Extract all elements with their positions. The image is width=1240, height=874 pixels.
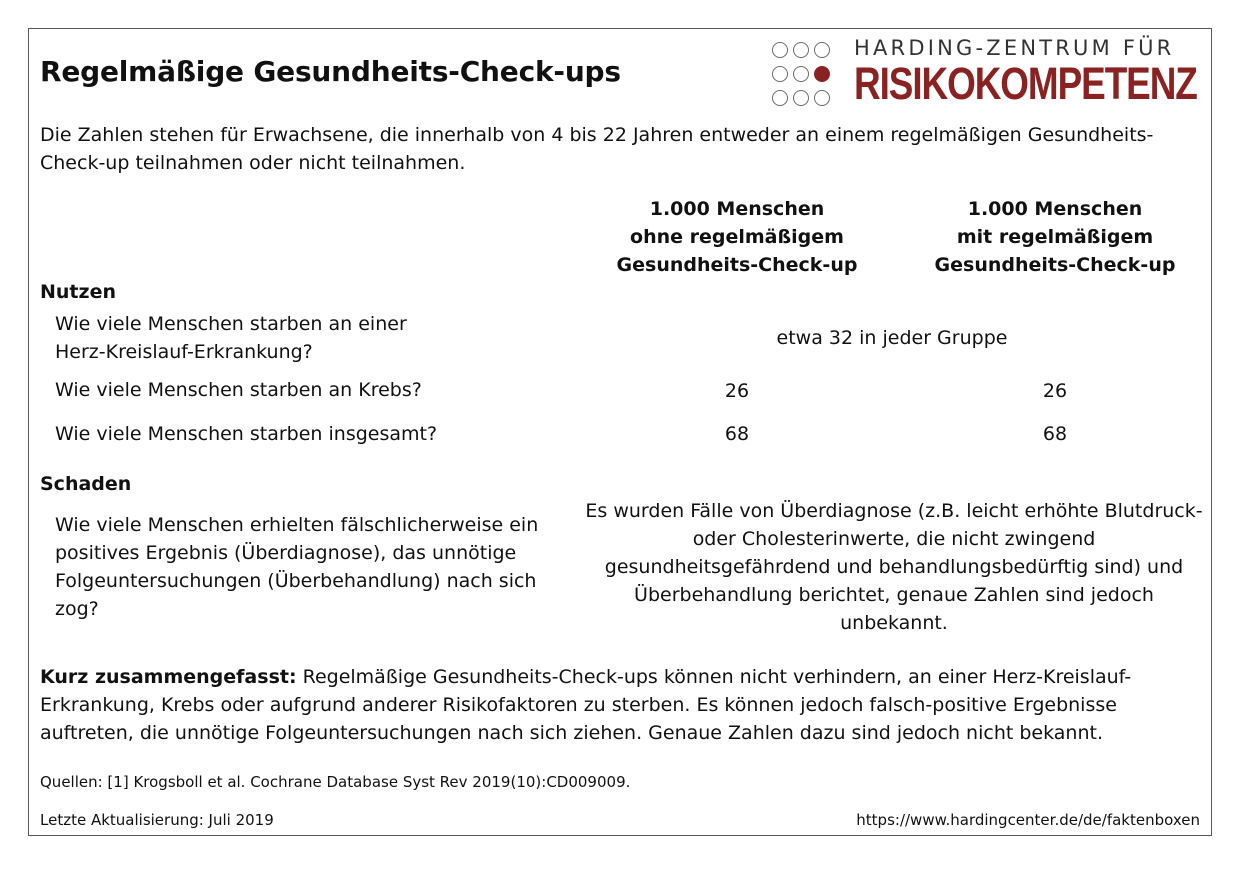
sources: Quellen: [1] Krogsboll et al. Cochrane Database Syst Rev 2019(10):CD009009.: [40, 773, 631, 791]
question-line: Herz-Kreislauf-Erkrankung?: [55, 341, 313, 363]
logo-line1: HARDING-ZENTRUM FÜR: [854, 36, 1175, 60]
logo-line2: RISIKOKOMPETENZ: [854, 58, 1197, 109]
question-cancer: Wie viele Menschen starben an Krebs?: [55, 379, 422, 401]
column-header-line: 1.000 Menschen: [967, 198, 1143, 220]
question-total: Wie viele Menschen starben insgesamt?: [55, 423, 438, 445]
question-cardiovascular: [55, 310, 407, 366]
column-header-with: [905, 195, 1205, 279]
column-header-line: Gesundheits-Check-up: [934, 254, 1176, 276]
intro-text: Die Zahlen stehen für Erwachsene, die innerhalb von 4 bis 22 Jahren entweder an einem regelmäßigen Gesundheits-Check-up teilnahmen oder nicht teilnahmen.: [40, 124, 1154, 174]
logo-circles-icon: [772, 38, 852, 108]
column-header-line: Gesundheits-Check-up: [616, 254, 858, 276]
answer-cardiovascular: etwa 32 in jeder Gruppe: [776, 327, 1008, 349]
question-overdiagnosis: Wie viele Menschen erhielten fälschlicherweise ein positives Ergebnis (Überdiagnose), das unnötige Folgeuntersuchungen (Überbehandlung) nach sich zog?: [55, 514, 539, 620]
page-title: Regelmäßige Gesundheits-Check-ups: [40, 55, 621, 88]
summary-text: Regelmäßige Gesundheits-Check-ups können nicht verhindern, an einer Herz-Kreislauf-Erkrankung, Krebs oder aufgrund anderer Risikofaktoren zu sterben. Es können jedoch falsch-positive Ergebnisse auftreten, die unnötige Folgeuntersuchungen nach sich ziehen. Genaue Zahlen dazu sind jedoch nicht bekannt.: [40, 666, 1132, 744]
column-header-line: ohne regelmäßigem: [630, 226, 844, 248]
summary: [40, 663, 1205, 747]
value-cancer-without: 26: [724, 380, 750, 402]
column-header-line: mit regelmäßigem: [956, 226, 1154, 248]
question-line: Wie viele Menschen starben an einer: [55, 313, 407, 335]
section-heading-benefits: Nutzen: [40, 281, 116, 303]
value-cancer-with: 26: [1042, 380, 1068, 402]
value-total-without: 68: [724, 423, 750, 445]
column-header-line: 1.000 Menschen: [649, 198, 825, 220]
summary-label: Kurz zusammengefasst:: [40, 666, 297, 688]
answer-overdiagnosis: Es wurden Fälle von Überdiagnose (z.B. leicht erhöhte Blutdruck- oder Cholesterinwerte, die nicht zwingend gesundheitsgefährdend und behandlungsbedürftig sind) und Überbehandlung berichtet, genaue Zahlen sind jedoch unbekannt.: [585, 500, 1203, 634]
section-heading-harms: Schaden: [40, 473, 132, 495]
value-total-with: 68: [1042, 423, 1068, 445]
column-header-without: [587, 195, 887, 279]
last-updated: Letzte Aktualisierung: Juli 2019: [40, 811, 274, 829]
source-url-link[interactable]: https://www.hardingcenter.de/de/faktenboxen: [856, 811, 1200, 829]
harding-center-logo: [772, 36, 1200, 112]
